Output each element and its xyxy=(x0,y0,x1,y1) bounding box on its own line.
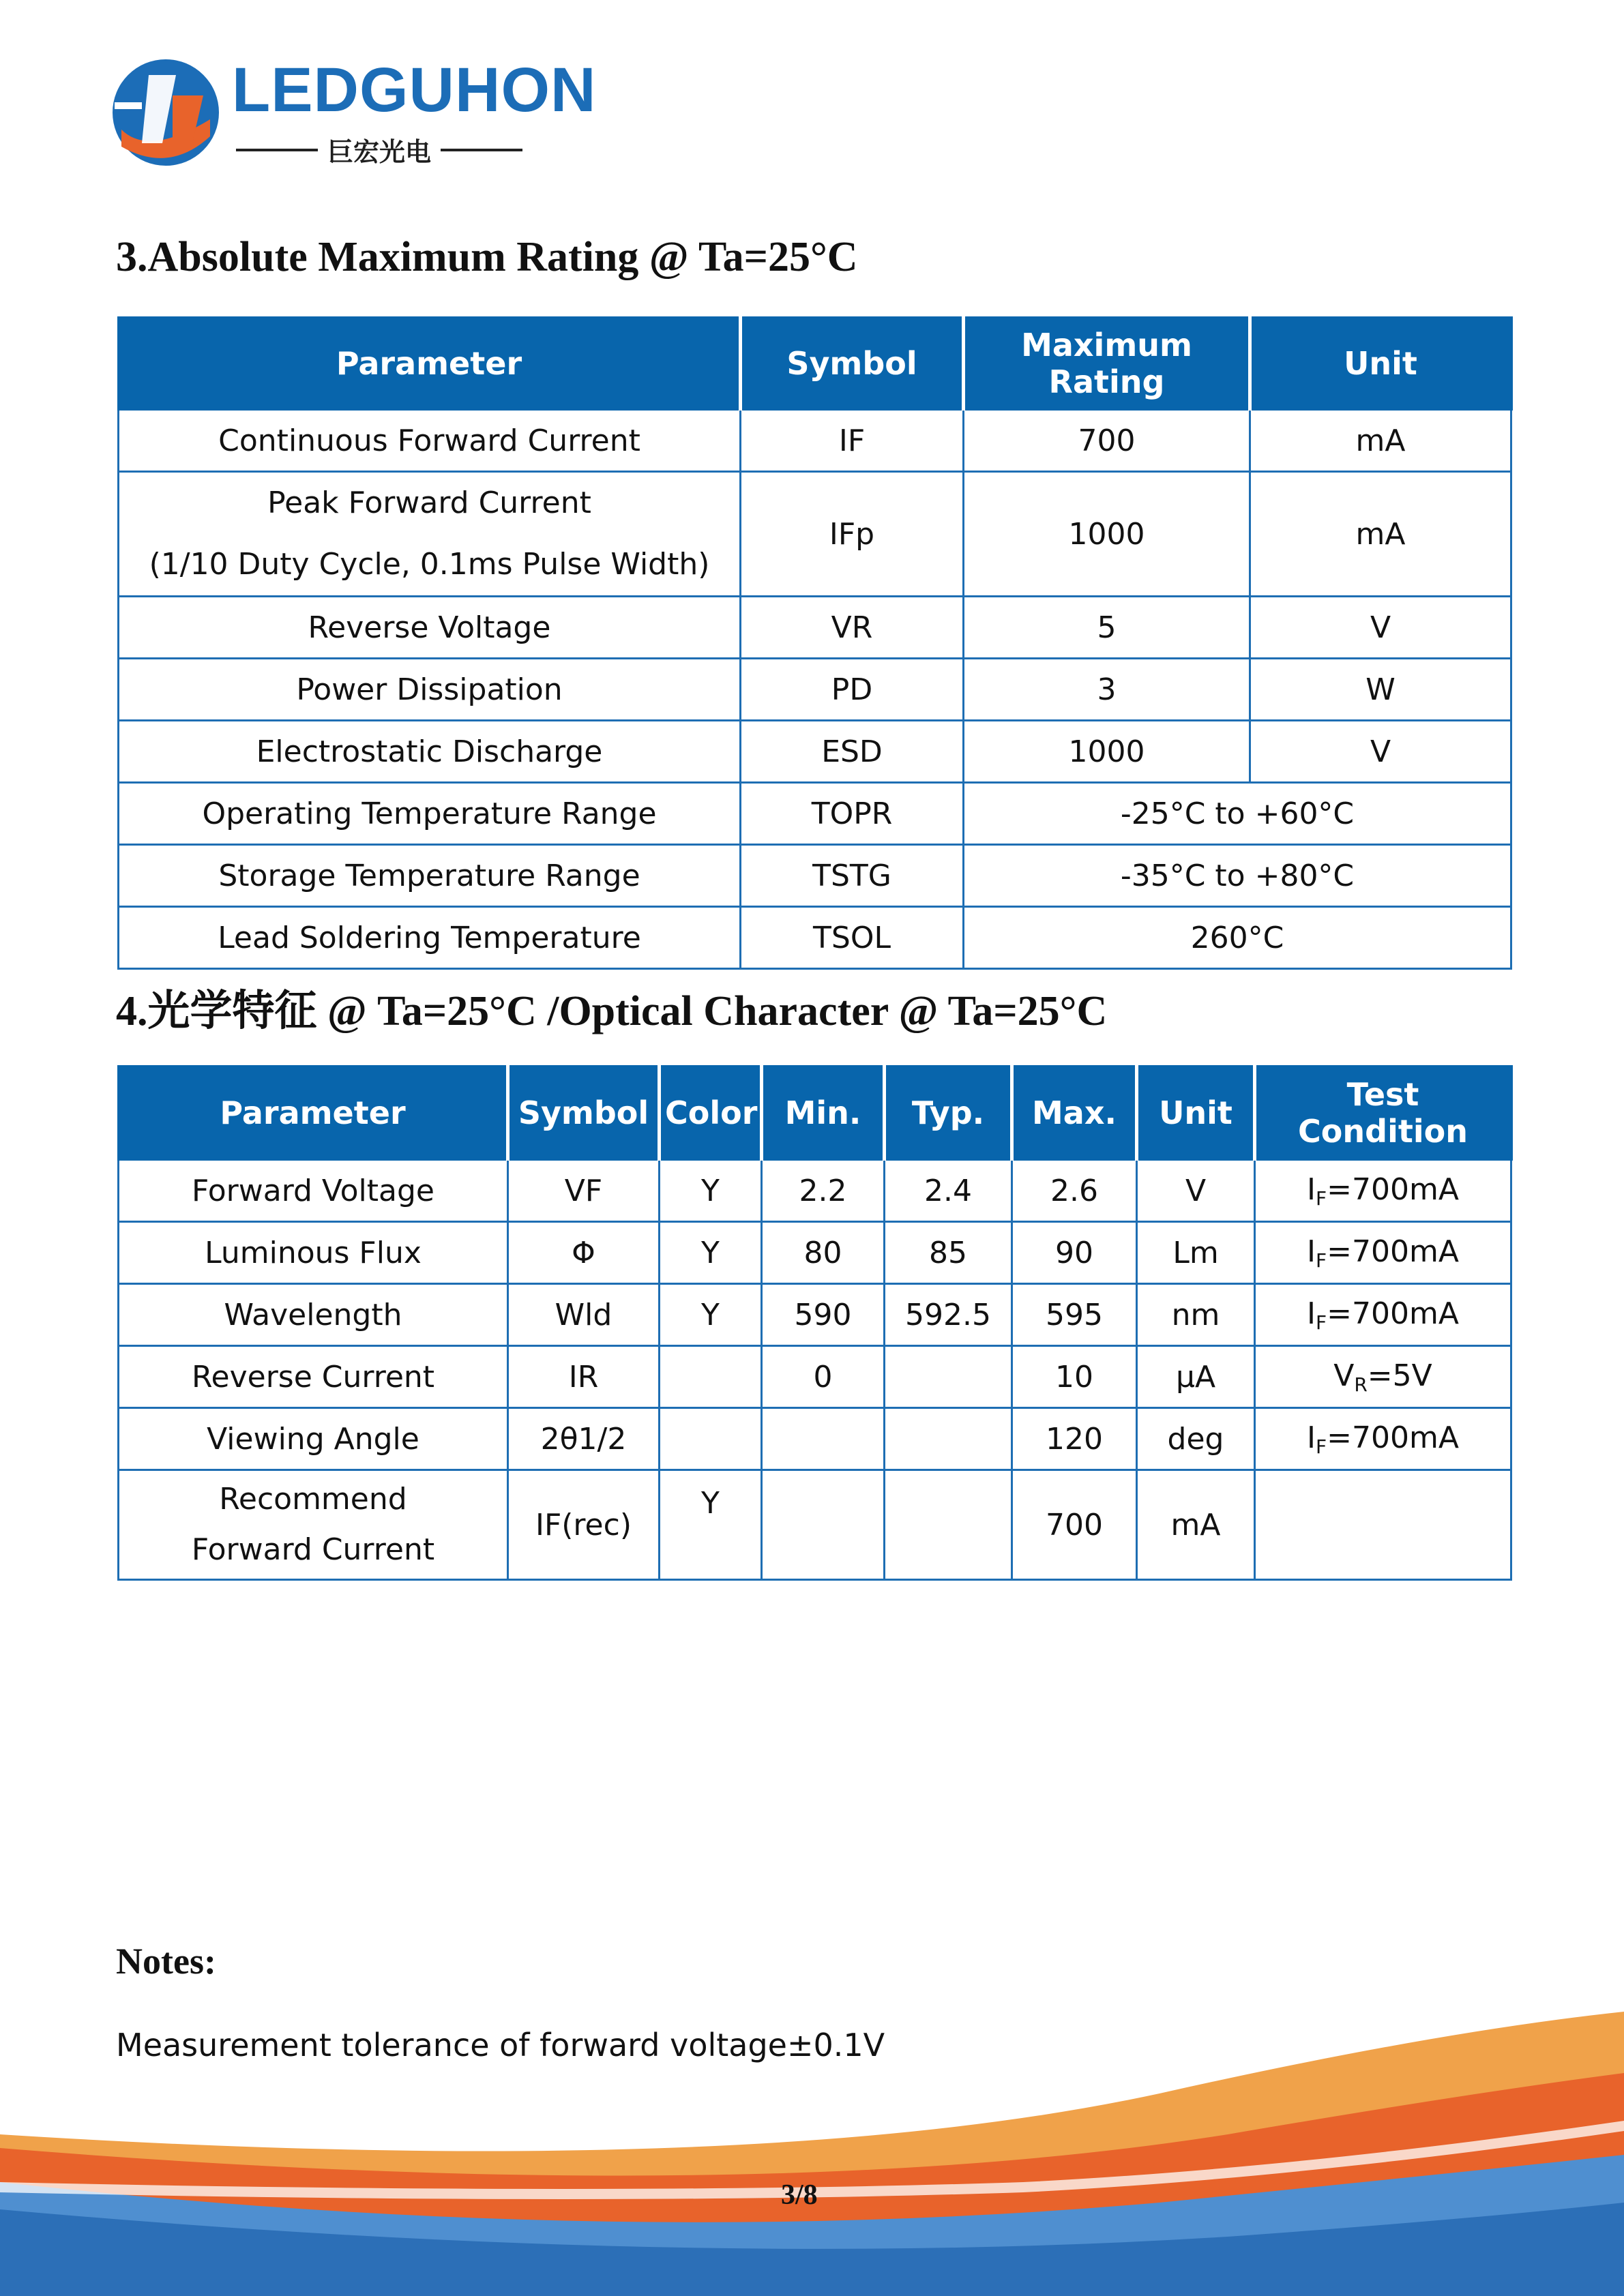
logo-brand: LEDGUHON xyxy=(232,55,597,125)
cell-rating: -35°C to +80°C xyxy=(964,845,1511,907)
cell-min xyxy=(762,1470,885,1580)
cell-parameter: Recommend Forward Current xyxy=(119,1470,508,1580)
table-row xyxy=(119,1222,1511,1284)
table-row xyxy=(119,1160,1511,1222)
table-header-row xyxy=(119,1067,1511,1160)
header-typ: Typ. xyxy=(885,1067,1012,1160)
cell-min xyxy=(762,1408,885,1470)
table-row xyxy=(119,659,1511,721)
cell-rating: 1000 xyxy=(964,721,1250,783)
table-row xyxy=(119,1470,1511,1580)
header-symbol: Symbol xyxy=(741,318,964,410)
header-unit: Unit xyxy=(1137,1067,1255,1160)
cell-parameter: Wavelength xyxy=(119,1284,508,1346)
cell-max: 700 xyxy=(1012,1470,1137,1580)
header-color: Color xyxy=(660,1067,762,1160)
section-3-title: 3.Absolute Maximum Rating @ Ta=25°C xyxy=(116,234,858,280)
cell-max: 120 xyxy=(1012,1408,1137,1470)
cell-typ: 592.5 xyxy=(885,1284,1012,1346)
cell-unit: μA xyxy=(1137,1346,1255,1408)
table-row xyxy=(119,907,1511,969)
table-row xyxy=(119,783,1511,845)
cell-test-condition: $I_F=700mA$ xyxy=(1255,1222,1511,1284)
cell-rating: -25°C to +60°C xyxy=(964,783,1511,845)
cell-symbol: VF xyxy=(508,1160,660,1222)
notes-text: Measurement tolerance of forward voltage±0.1V xyxy=(116,2027,885,2063)
cell-unit: V xyxy=(1137,1160,1255,1222)
cell-min: 590 xyxy=(762,1284,885,1346)
cell-typ: 85 xyxy=(885,1222,1012,1284)
cell-max: 2.6 xyxy=(1012,1160,1137,1222)
table-row xyxy=(119,472,1511,597)
table-row xyxy=(119,1408,1511,1470)
header-unit: Unit xyxy=(1250,318,1511,410)
header-symbol: Symbol xyxy=(508,1067,660,1160)
header-parameter: Parameter xyxy=(119,1067,508,1160)
cell-symbol: TSOL xyxy=(741,907,964,969)
cell-unit: V xyxy=(1250,597,1511,659)
cell-symbol: ESD xyxy=(741,721,964,783)
cell-color: Y xyxy=(660,1470,762,1580)
cell-color: Y xyxy=(660,1284,762,1346)
cell-min: 2.2 xyxy=(762,1160,885,1222)
company-logo xyxy=(108,55,597,170)
cell-unit: nm xyxy=(1137,1284,1255,1346)
cell-rating: 3 xyxy=(964,659,1250,721)
cell-typ: 2.4 xyxy=(885,1160,1012,1222)
cell-unit: Lm xyxy=(1137,1222,1255,1284)
cell-unit: mA xyxy=(1250,410,1511,472)
section-4-title: 4.光学特征 @ Ta=25°C /Optical Character @ Ta=25°C xyxy=(116,988,1108,1034)
logo-tagline-text: 巨宏光电 xyxy=(327,137,432,167)
cell-unit: mA xyxy=(1250,472,1511,597)
page-number: 3/8 xyxy=(781,2179,818,2211)
cell-rating: 260°C xyxy=(964,907,1511,969)
table-row xyxy=(119,597,1511,659)
parameter-note: (1/10 Duty Cycle, 0.1ms Pulse Width) xyxy=(149,547,710,582)
cell-unit: deg xyxy=(1137,1408,1255,1470)
cell-test-condition: $I_F=700mA$ xyxy=(1255,1160,1511,1222)
cell-symbol: TOPR xyxy=(741,783,964,845)
cell-unit: mA xyxy=(1137,1470,1255,1580)
cell-parameter: Storage Temperature Range xyxy=(119,845,741,907)
header-maximum-rating: Maximum Rating xyxy=(964,318,1250,410)
cell-min: 80 xyxy=(762,1222,885,1284)
cell-symbol: IFp xyxy=(741,472,964,597)
footer-wave-decoration xyxy=(0,1978,1624,2296)
header-parameter: Parameter xyxy=(119,318,741,410)
cell-parameter: Forward Voltage xyxy=(119,1160,508,1222)
cell-test-condition xyxy=(1255,1470,1511,1580)
cell-parameter: Reverse Voltage xyxy=(119,597,741,659)
optical-character-table xyxy=(117,1065,1513,1581)
cell-symbol: 2θ1/2 xyxy=(508,1408,660,1470)
cell-max: 90 xyxy=(1012,1222,1137,1284)
cell-unit: V xyxy=(1250,721,1511,783)
cell-symbol: IF xyxy=(741,410,964,472)
table-row xyxy=(119,721,1511,783)
cell-parameter: Power Dissipation xyxy=(119,659,741,721)
cell-color xyxy=(660,1408,762,1470)
absolute-max-rating-table xyxy=(117,316,1513,970)
cell-symbol: Wld xyxy=(508,1284,660,1346)
cell-parameter: Lead Soldering Temperature xyxy=(119,907,741,969)
cell-color xyxy=(660,1346,762,1408)
cell-rating: 5 xyxy=(964,597,1250,659)
cell-symbol: IF(rec) xyxy=(508,1470,660,1580)
cell-rating: 1000 xyxy=(964,472,1250,597)
cell-min: 0 xyxy=(762,1346,885,1408)
header-test-condition: Test Condition xyxy=(1255,1067,1511,1160)
cell-parameter: Electrostatic Discharge xyxy=(119,721,741,783)
cell-parameter: Reverse Current xyxy=(119,1346,508,1408)
cell-test-condition: $V_R=5V$ xyxy=(1255,1346,1511,1408)
table-row xyxy=(119,410,1511,472)
table-row xyxy=(119,1284,1511,1346)
parameter-main: Peak Forward Current xyxy=(267,486,591,520)
notes-title: Notes: xyxy=(116,1941,216,1982)
cell-max: 595 xyxy=(1012,1284,1137,1346)
table-header-row xyxy=(119,318,1511,410)
cell-unit: W xyxy=(1250,659,1511,721)
cell-color: Y xyxy=(660,1160,762,1222)
cell-symbol: Φ xyxy=(508,1222,660,1284)
cell-parameter: Operating Temperature Range xyxy=(119,783,741,845)
cell-typ xyxy=(885,1470,1012,1580)
header-min: Min. xyxy=(762,1067,885,1160)
cell-symbol: VR xyxy=(741,597,964,659)
table-row xyxy=(119,1346,1511,1408)
logo-tagline xyxy=(236,131,522,168)
cell-typ xyxy=(885,1346,1012,1408)
cell-rating: 700 xyxy=(964,410,1250,472)
cell-color: Y xyxy=(660,1222,762,1284)
cell-parameter: Luminous Flux xyxy=(119,1222,508,1284)
cell-symbol: TSTG xyxy=(741,845,964,907)
cell-test-condition: $I_F=700mA$ xyxy=(1255,1284,1511,1346)
logo-mark-icon xyxy=(108,55,224,170)
cell-max: 10 xyxy=(1012,1346,1137,1408)
cell-typ xyxy=(885,1408,1012,1470)
cell-parameter xyxy=(119,472,741,597)
header-max: Max. xyxy=(1012,1067,1137,1160)
cell-parameter: Continuous Forward Current xyxy=(119,410,741,472)
cell-test-condition: $I_F=700mA$ xyxy=(1255,1408,1511,1470)
cell-symbol: PD xyxy=(741,659,964,721)
cell-symbol: IR xyxy=(508,1346,660,1408)
cell-parameter: Viewing Angle xyxy=(119,1408,508,1470)
table-row xyxy=(119,845,1511,907)
